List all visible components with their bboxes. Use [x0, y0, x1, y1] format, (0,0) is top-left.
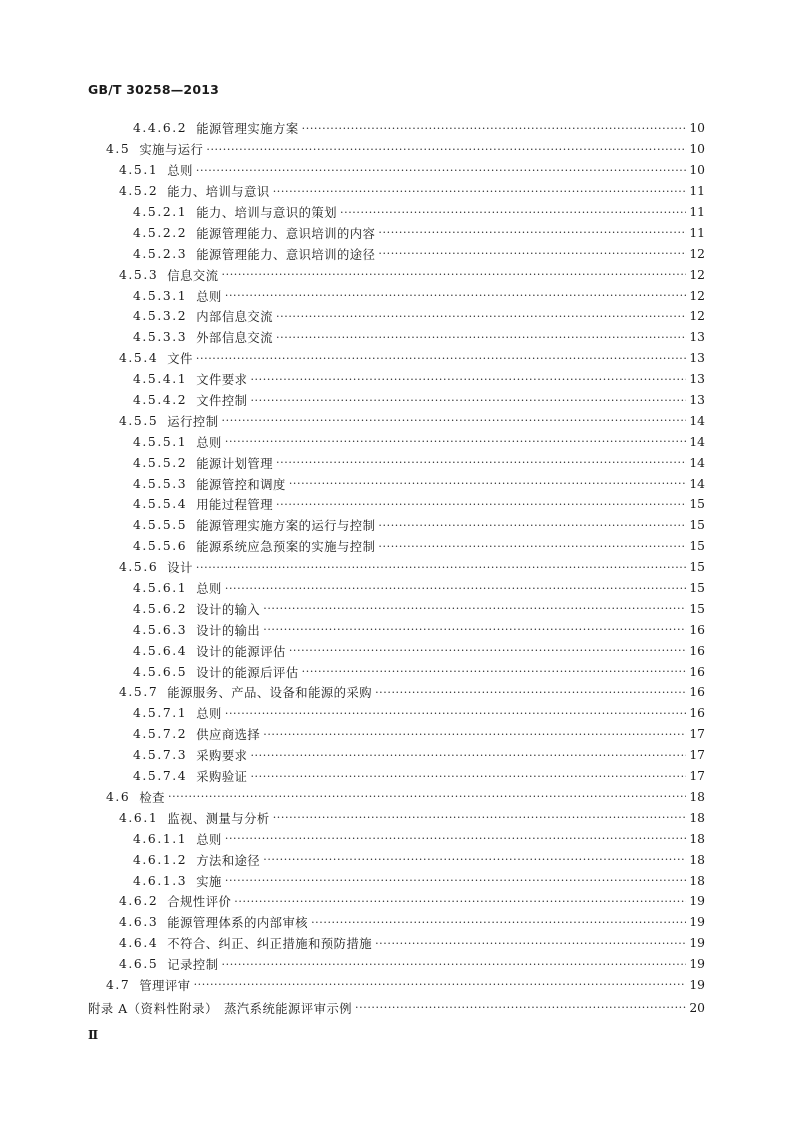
toc-entry[interactable]	[0, 452, 794, 473]
toc-entry[interactable]	[0, 202, 794, 223]
toc-entry-page: 19	[689, 977, 705, 992]
toc-entry-number: 4.5.2	[119, 184, 159, 199]
toc-entry-number: 4.5.3.3	[133, 330, 188, 345]
toc-entry-page: 18	[689, 831, 705, 846]
dot-leader	[225, 582, 687, 595]
toc-entry-page: 14	[689, 434, 705, 449]
dot-leader	[250, 749, 686, 762]
table-of-contents	[0, 118, 794, 1018]
toc-entry-title: 采购要求	[196, 749, 248, 764]
toc-entry[interactable]	[0, 181, 794, 202]
toc-entry-number: 4.6	[106, 789, 131, 804]
standard-code-header: GB/T 30258—2013	[88, 82, 220, 97]
toc-entry-title: 总则	[167, 164, 193, 179]
toc-entry-page: 15	[689, 539, 705, 554]
toc-entry-page: 15	[689, 601, 705, 616]
toc-entry-number: 4.6.5	[119, 957, 159, 972]
toc-entry-title: 外部信息交流	[196, 331, 274, 346]
toc-entry-number: 4.5.5.6	[133, 539, 188, 554]
toc-entry-title: 方法和途径	[196, 853, 261, 868]
toc-entry[interactable]	[0, 724, 794, 745]
toc-entry[interactable]	[0, 557, 794, 578]
toc-entry-page: 19	[689, 894, 705, 909]
toc-entry-title: 总则	[196, 289, 222, 304]
dot-leader	[289, 477, 687, 490]
toc-entry-title: 设计的能源评估	[196, 644, 286, 659]
toc-entry-title: 监视、测量与分析	[167, 811, 270, 826]
dot-leader	[168, 790, 686, 803]
toc-entry-title: 能力、培训与意识的策划	[196, 206, 338, 220]
toc-entry[interactable]	[0, 578, 794, 599]
toc-entry-page: 16	[689, 622, 705, 637]
toc-entry[interactable]	[0, 431, 794, 452]
toc-entry[interactable]	[0, 410, 794, 431]
toc-entry[interactable]	[0, 243, 794, 264]
toc-entry-number: 4.6.3	[119, 915, 159, 930]
toc-entry-title: 设计的输入	[196, 602, 261, 617]
toc-entry-number: 4.5.6.4	[133, 643, 188, 658]
toc-entry-number: 4.5.3.2	[133, 309, 188, 324]
toc-entry-page: 18	[689, 789, 705, 804]
toc-entry[interactable]	[0, 139, 794, 160]
toc-entry-number: 4.5.2.2	[133, 225, 188, 240]
toc-entry-page: 18	[689, 873, 705, 888]
toc-entry-page: 19	[689, 957, 705, 972]
toc-entry-title: 能源管理实施方案的运行与控制	[196, 519, 376, 534]
toc-entry-page: 15	[689, 497, 705, 512]
toc-entry[interactable]	[0, 954, 794, 975]
toc-entry-number: 4.5.4.1	[133, 372, 188, 387]
toc-entry-page: 13	[689, 372, 705, 387]
toc-entry-page: 15	[689, 560, 705, 575]
page-number-footer: Ⅱ	[88, 1028, 99, 1042]
toc-entry[interactable]	[0, 745, 794, 766]
dot-leader	[302, 665, 687, 678]
toc-entry[interactable]	[0, 997, 794, 1018]
toc-entry-number: 4.5.5	[119, 413, 159, 428]
toc-entry-title: 不符合、纠正、纠正措施和预防措施	[167, 937, 373, 952]
toc-entry[interactable]	[0, 598, 794, 619]
toc-entry-number: 4.5.5.3	[133, 476, 188, 491]
dot-leader	[378, 519, 686, 532]
toc-entry-page: 11	[689, 205, 705, 219]
toc-entry[interactable]	[0, 849, 794, 870]
toc-entry-title: 能源管理能力、意识培训的途径	[196, 247, 376, 262]
toc-entry-title: 设计的输出	[196, 623, 261, 638]
toc-entry-number: 4.6.1.2	[133, 852, 188, 867]
dot-leader	[250, 394, 686, 407]
toc-entry-page: 16	[689, 685, 705, 700]
dot-leader	[194, 978, 687, 991]
dot-leader	[302, 122, 687, 135]
toc-entry-number: 4.5.5.4	[133, 497, 188, 512]
dot-leader	[250, 373, 686, 386]
toc-entry[interactable]	[0, 536, 794, 557]
toc-entry-number: 4.5.2.1	[133, 205, 188, 219]
dot-leader	[222, 414, 687, 427]
toc-entry[interactable]	[0, 473, 794, 494]
toc-entry[interactable]	[0, 912, 794, 933]
toc-entry-page: 20	[689, 1000, 705, 1015]
toc-entry[interactable]	[0, 494, 794, 515]
toc-entry[interactable]	[0, 703, 794, 724]
toc-entry-number: 4.5.7.2	[133, 727, 188, 742]
toc-entry-number: 4.5.5.5	[133, 518, 188, 533]
toc-entry-number: 4.5.7	[119, 685, 159, 700]
toc-entry[interactable]	[0, 306, 794, 327]
toc-entry-title: 实施与运行	[139, 143, 204, 158]
dot-leader	[273, 185, 687, 198]
toc-entry-page: 10	[689, 163, 705, 178]
toc-entry[interactable]	[0, 870, 794, 891]
toc-entry-number: 4.5.7.3	[133, 748, 188, 763]
toc-entry-number: 4.5.6.3	[133, 622, 188, 637]
toc-entry-title: 管理评审	[139, 978, 191, 993]
toc-entry-title: 总则	[196, 582, 222, 597]
toc-entry[interactable]	[0, 118, 794, 139]
toc-entry-number: 4.5.4.2	[133, 393, 188, 408]
toc-entry[interactable]	[0, 640, 794, 661]
toc-entry-page: 14	[689, 476, 705, 491]
toc-entry-page: 12	[689, 267, 705, 282]
toc-entry-title: 实施	[196, 874, 222, 889]
toc-entry-page: 16	[689, 643, 705, 658]
toc-entry-page: 12	[689, 246, 705, 261]
toc-entry[interactable]	[0, 891, 794, 912]
toc-entry-page: 11	[689, 225, 705, 240]
toc-entry-number: 4.4.6.2	[133, 121, 188, 136]
dot-leader	[225, 832, 687, 845]
toc-entry[interactable]	[0, 390, 794, 411]
toc-entry-title: 供应商选择	[196, 728, 261, 743]
toc-entry-title: 总则	[196, 435, 222, 450]
toc-entry-title: 采购验证	[196, 770, 248, 785]
toc-entry-page: 15	[689, 581, 705, 596]
toc-entry-page: 16	[689, 664, 705, 679]
toc-entry-page: 13	[689, 351, 705, 366]
toc-entry-number: 4.6.2	[119, 894, 159, 909]
toc-entry-number: 4.5.4	[119, 351, 159, 366]
toc-entry-page: 12	[689, 288, 705, 303]
toc-entry-page: 17	[689, 727, 705, 742]
toc-entry-title: 设计的能源后评估	[196, 665, 299, 680]
dot-leader	[276, 456, 686, 469]
dot-leader	[378, 226, 686, 239]
toc-entry[interactable]	[0, 682, 794, 703]
dot-leader	[340, 206, 686, 219]
toc-entry[interactable]	[0, 264, 794, 285]
dot-leader	[276, 331, 686, 344]
dot-leader	[225, 435, 687, 448]
dot-leader	[378, 247, 686, 260]
toc-entry-title: 文件要求	[196, 373, 248, 388]
toc-entry-page: 15	[689, 518, 705, 533]
toc-entry-number: 4.6.1.1	[133, 831, 188, 846]
toc-entry-number: 4.5.6.5	[133, 664, 188, 679]
toc-entry-title: 总则	[196, 707, 222, 722]
toc-entry[interactable]	[0, 619, 794, 640]
toc-entry-page: 19	[689, 936, 705, 951]
toc-entry-title: 能源计划管理	[196, 456, 274, 471]
dot-leader	[225, 289, 687, 302]
toc-entry-number: 4.5.3.1	[133, 288, 188, 303]
dot-leader	[276, 310, 686, 323]
toc-entry[interactable]	[0, 807, 794, 828]
toc-entry-number: 4.5.7.1	[133, 706, 188, 721]
toc-entry-title: 内部信息交流	[196, 310, 274, 325]
toc-entry-page: 10	[689, 142, 705, 157]
toc-entry[interactable]	[0, 160, 794, 181]
dot-leader	[375, 937, 686, 950]
toc-entry-page: 17	[689, 769, 705, 784]
toc-entry-number: 附录 A（资料性附录）	[88, 1001, 219, 1016]
toc-entry-title: 能源管控和调度	[196, 477, 286, 492]
dot-leader	[196, 561, 686, 574]
toc-entry-page: 18	[689, 852, 705, 867]
toc-entry-page: 11	[689, 184, 705, 199]
dot-leader	[225, 707, 687, 720]
dot-leader	[263, 728, 686, 741]
toc-entry-title: 能源管理能力、意识培训的内容	[196, 226, 376, 241]
toc-entry-number: 4.7	[106, 977, 131, 992]
toc-entry-title: 能源管理体系的内部审核	[167, 916, 309, 931]
toc-entry-number: 4.5.1	[119, 163, 159, 178]
dot-leader	[311, 916, 686, 929]
dot-leader	[234, 895, 686, 908]
dot-leader	[273, 811, 687, 824]
toc-entry-page: 13	[689, 330, 705, 345]
toc-entry-title: 能源管理实施方案	[196, 122, 299, 137]
toc-entry-page: 10	[689, 121, 705, 136]
toc-entry-page: 16	[689, 706, 705, 721]
dot-leader	[263, 623, 686, 636]
dot-leader	[222, 958, 687, 971]
dot-leader	[289, 644, 687, 657]
toc-entry-number: 4.5.6.1	[133, 581, 188, 596]
toc-entry-title: 总则	[196, 832, 222, 847]
toc-entry-page: 19	[689, 915, 705, 930]
toc-entry-title: 能源系统应急预案的实施与控制	[196, 540, 376, 555]
dot-leader	[222, 268, 687, 281]
toc-entry-title: 能源服务、产品、设备和能源的采购	[167, 686, 373, 701]
toc-entry-title: 文件	[167, 352, 193, 367]
toc-entry-number: 4.6.1	[119, 810, 159, 825]
toc-entry-title: 检查	[139, 790, 165, 805]
toc-entry[interactable]	[0, 766, 794, 787]
toc-entry-title: 信息交流	[167, 268, 219, 283]
toc-entry-page: 13	[689, 393, 705, 408]
toc-entry-number: 4.6.4	[119, 936, 159, 951]
toc-entry-title: 运行控制	[167, 414, 219, 429]
dot-leader	[276, 498, 686, 511]
toc-entry-page: 17	[689, 748, 705, 763]
toc-entry-page: 14	[689, 455, 705, 470]
toc-entry[interactable]	[0, 975, 794, 996]
toc-entry-title: 记录控制	[167, 958, 219, 973]
toc-entry-number: 4.5.5.2	[133, 455, 188, 470]
toc-entry[interactable]	[0, 787, 794, 808]
toc-entry-page: 18	[689, 810, 705, 825]
toc-entry-number: 4.5.7.4	[133, 769, 188, 784]
dot-leader	[263, 853, 686, 866]
dot-leader	[196, 352, 686, 365]
dot-leader	[378, 540, 686, 553]
toc-entry-number: 4.5.2.3	[133, 246, 188, 261]
toc-entry[interactable]	[0, 369, 794, 390]
toc-entry-title: 文件控制	[196, 394, 248, 409]
toc-entry-title: 设计	[167, 561, 193, 576]
toc-entry-title: 蒸汽系统能源评审示例	[224, 1001, 353, 1016]
dot-leader	[250, 770, 686, 783]
dot-leader	[375, 686, 686, 699]
toc-entry-page: 14	[689, 413, 705, 428]
toc-entry[interactable]	[0, 285, 794, 306]
dot-leader	[225, 874, 687, 887]
toc-entry-number: 4.5.3	[119, 267, 159, 282]
dot-leader	[206, 143, 686, 156]
toc-entry[interactable]	[0, 661, 794, 682]
toc-entry-title: 能力、培训与意识	[167, 185, 270, 200]
toc-entry[interactable]	[0, 515, 794, 536]
dot-leader	[355, 1001, 686, 1014]
dot-leader	[263, 602, 686, 615]
toc-entry-number: 4.5	[106, 142, 131, 157]
toc-entry-title: 合规性评价	[167, 895, 232, 910]
toc-entry-number: 4.5.5.1	[133, 434, 188, 449]
dot-leader	[196, 164, 686, 177]
toc-entry-number: 4.5.6	[119, 560, 159, 575]
toc-entry[interactable]	[0, 327, 794, 348]
toc-entry-title: 用能过程管理	[196, 498, 274, 513]
toc-entry-number: 4.5.6.2	[133, 601, 188, 616]
toc-entry-number: 4.6.1.3	[133, 873, 188, 888]
toc-entry[interactable]	[0, 348, 794, 369]
toc-entry[interactable]	[0, 222, 794, 243]
toc-entry-page: 12	[689, 309, 705, 324]
toc-entry[interactable]	[0, 828, 794, 849]
toc-entry[interactable]	[0, 933, 794, 954]
